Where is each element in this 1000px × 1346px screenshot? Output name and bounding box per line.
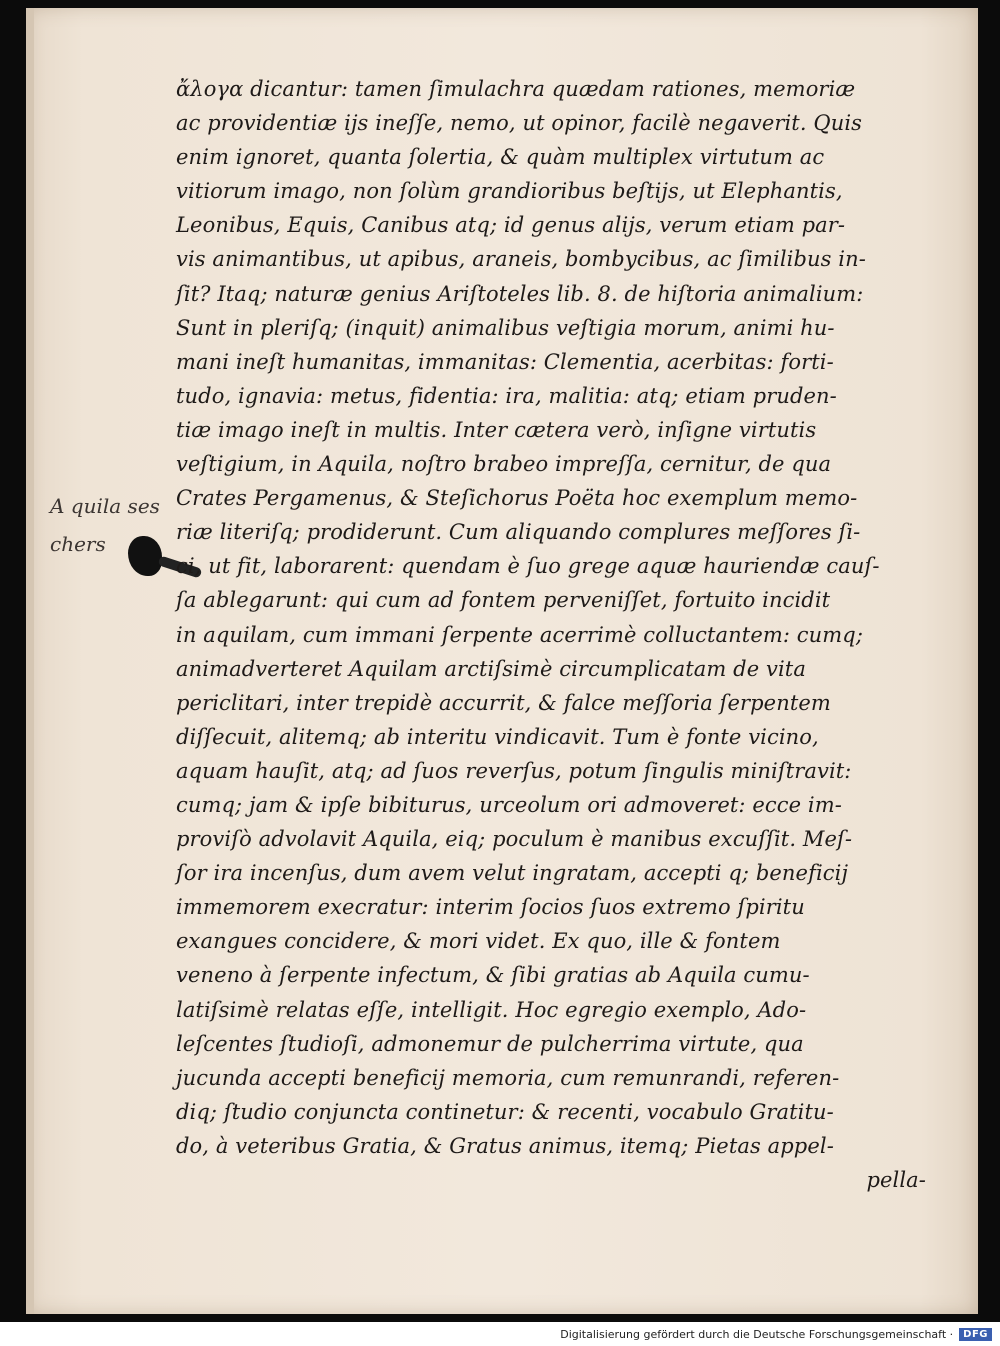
text-line: cumq; jam & ipſe bibiturus, urceolum ori admoveret: ecce im- — [176, 792, 842, 817]
text-line: riæ literiſq; prodiderunt. Cum aliquando complures meſſores ſi- — [176, 520, 861, 545]
text-line: Crates Pergamenus, & Steſichorus Poëta hoc exemplum memo- — [176, 486, 858, 511]
text-line: exangues concidere, & mori videt. Ex quo, ille & fontem — [176, 929, 781, 954]
text-line: enim ignoret, quanta ſolertia, & quàm multiplex virtutum ac — [176, 145, 825, 170]
margin-note-line-2: chers — [50, 532, 106, 556]
text-line: in aquilam, cum immani ſerpente acerrimè colluctantem: cumq; — [176, 622, 864, 647]
catchword: pella- — [866, 1168, 926, 1192]
text-line: animadverteret Aquilam arctiſsimè circumplicatam de vita — [176, 656, 806, 681]
text-line: vitiorum imago, non ſolùm grandioribus beſtijs, ut Elephantis, — [176, 179, 843, 204]
body-text — [176, 72, 926, 1197]
text-line: aquam hauſit, atq; ad ſuos reverſus, potum ſingulis miniſtravit: — [176, 758, 852, 783]
margin-note-line-1: A quila ses — [50, 494, 160, 518]
text-line: ſor ira incenſus, dum avem velut ingratam, accepti q; beneficij — [176, 861, 849, 886]
text-line: Sunt in pleriſq; (inquit) animalibus veſtigia morum, animi hu- — [176, 315, 835, 340]
text-line: veſtigium, in Aquila, noſtro brabeo impreſſa, cernitur, de qua — [176, 452, 832, 477]
text-line: tudo, ignavia: metus, fidentia: ira, malitia: atq; etiam pruden- — [176, 383, 837, 408]
text-line: diſſecuit, alitemq; ab interitu vindicavit. Tum è fonte vicino, — [176, 724, 819, 749]
text-line: immemorem execratur: interim ſocios ſuos extremo ſpiritu — [176, 895, 805, 920]
text-line: do, à veteribus Gratia, & Gratus animus, itemq; Pietas appel- — [176, 1133, 834, 1158]
text-line: tiæ imago ineſt in multis. Inter cætera verò, inſigne virtutis — [176, 417, 817, 442]
footer-credit: Digitalisierung gefördert durch die Deutsche Forschungsgemeinschaft · — [560, 1327, 954, 1341]
text-line: ac providentiæ ijs ineſſe, nemo, ut opinor, facilè negaverit. Quis — [176, 111, 863, 136]
dfg-logo: DFG — [959, 1328, 992, 1341]
text-line: veneno à ſerpente infectum, & ſibi gratias ab Aquila cumu- — [176, 963, 810, 988]
text-line: ci, ut fit, laborarent: quendam è ſuo grege aquæ hauriendæ cauſ- — [176, 554, 880, 579]
text-line: latiſsimè relatas eſſe, intelligit. Hoc egregio exemplo, Ado- — [176, 997, 807, 1022]
text-line: diq; ſtudio conjuncta continetur: & recenti, vocabulo Gratitu- — [176, 1099, 834, 1124]
text-line: jucunda accepti beneficij memoria, cum remunrandi, referen- — [176, 1065, 840, 1090]
text-line: Leonibus, Equis, Canibus atq; id genus alijs, verum etiam par- — [176, 213, 846, 238]
text-line: vis animantibus, ut apibus, araneis, bombycibus, ac ſimilibus in- — [176, 247, 866, 272]
footer-bar — [0, 1322, 1000, 1346]
text-line: proviſò advolavit Aquila, eiq; poculum è manibus excuſſit. Meſ- — [176, 827, 853, 852]
text-line: ἄλογα dicantur: tamen ſimulachra quædam rationes, memoriæ — [176, 77, 856, 101]
text-line: periclitari, inter trepidè accurrit, & falce meſſoria ſerpentem — [176, 690, 831, 715]
text-line: leſcentes ſtudioſi, admonemur de pulcherrima virtute, qua — [176, 1031, 804, 1056]
text-line: ſa ablegarunt: qui cum ad fontem perveniſſet, fortuito incidit — [176, 588, 831, 613]
page-edge — [26, 8, 34, 1314]
text-line: mani ineſt humanitas, immanitas: Clementia, acerbitas: forti- — [176, 349, 834, 374]
text-line: ſit? Itaq; naturæ genius Ariſtoteles lib. 8. de hiſtoria animalium: — [176, 281, 864, 306]
